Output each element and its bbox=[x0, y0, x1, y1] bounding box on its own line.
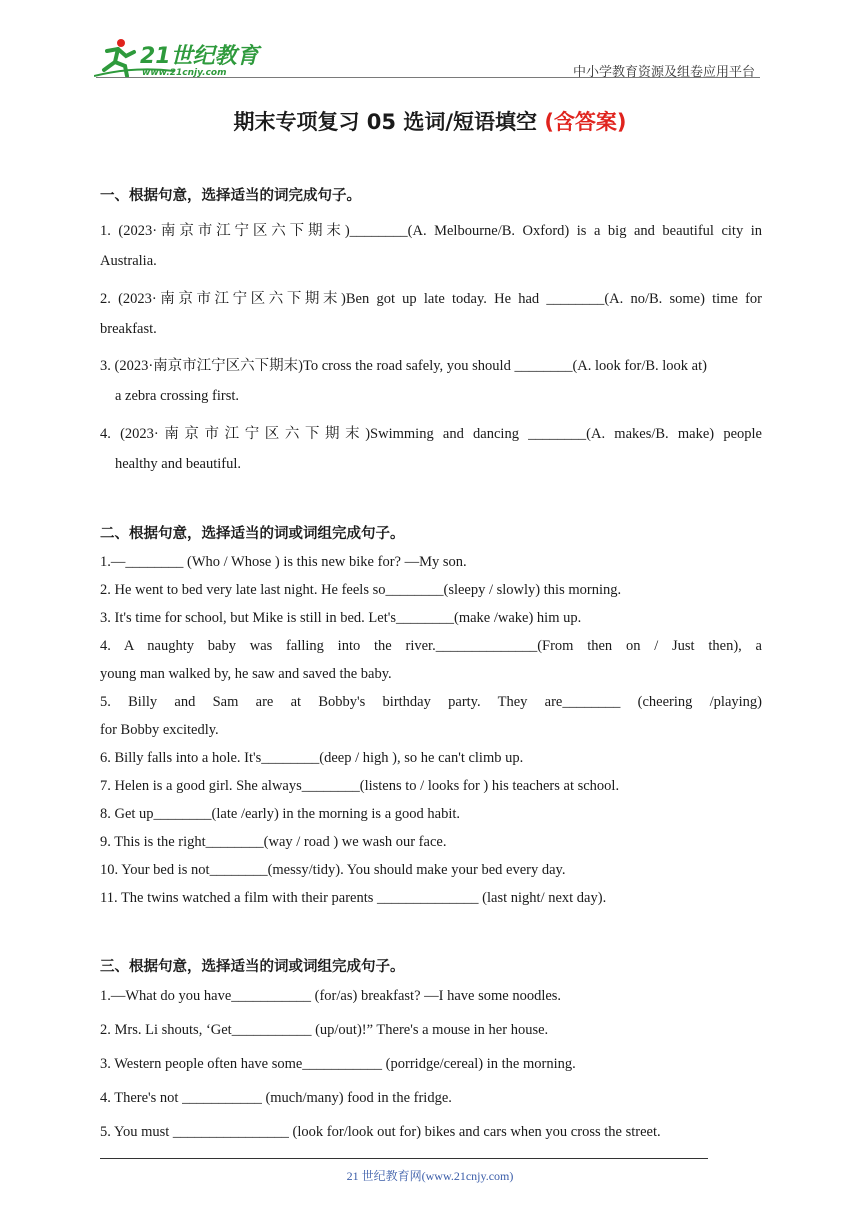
s2-line: 4. A naughty baby was falling into the river.______________(From then on / Just then), a bbox=[100, 638, 762, 654]
s1-line: a zebra crossing first. bbox=[115, 388, 240, 404]
footer-text: 21 世纪教育网(www.21cnjy.com) bbox=[346, 1169, 514, 1183]
title-main: 期末专项复习 05 选词/短语填空 bbox=[233, 110, 537, 134]
s2-line: 10. Your bed is not________(messy/tidy). You should make your bed every day. bbox=[100, 862, 566, 878]
s1-line: 3. (2023·南京市江宁区六下期末)To cross the road safely, you should ________(A. look for/B. look at) bbox=[100, 358, 707, 374]
logo-main-text: 21世纪教育 bbox=[140, 44, 259, 69]
header-divider bbox=[96, 77, 760, 78]
s2-line: 7. Helen is a good girl. She always________(listens to / looks for ) his teachers at school. bbox=[100, 778, 620, 794]
s1-line: 4. (2023·南京市江宁区六下期末)Swimming and dancing ________(A. makes/B. make) people bbox=[100, 426, 762, 442]
s2-line: 11. The twins watched a film with their parents ______________ (last night/ next day). bbox=[100, 890, 607, 906]
s3-line: 1.—What do you have___________ (for/as) breakfast? —I have some noodles. bbox=[100, 988, 562, 1004]
header-platform-text: 中小学教育资源及组卷应用平台 bbox=[572, 64, 755, 79]
s1-line: 1. (2023·南京市江宁区六下期末)________(A. Melbourne/B. Oxford) is a big and beautiful city in bbox=[100, 223, 762, 239]
title-answer-tag: (含答案) bbox=[544, 110, 627, 134]
logo-url-text: www.21cnjy.com bbox=[142, 68, 227, 78]
s2-line: for Bobby excitedly. bbox=[100, 722, 219, 738]
s3-line: 3. Western people often have some___________ (porridge/cereal) in the morning. bbox=[100, 1056, 576, 1072]
s2-line: 5. Billy and Sam are at Bobby's birthday party. They are________ (cheering /playing) bbox=[100, 694, 762, 710]
s2-line: 2. He went to bed very late last night. He feels so________(sleepy / slowly) this morning. bbox=[100, 582, 622, 598]
s2-line: 1.—________ (Who / Whose ) is this new bike for? —My son. bbox=[100, 554, 467, 570]
page-title bbox=[0, 106, 860, 136]
section3-heading: 三、根据句意，选择适当的词或词组完成句子。 bbox=[100, 959, 405, 975]
s2-line: 3. It's time for school, but Mike is still in bed. Let's________(make /wake) him up. bbox=[100, 610, 582, 626]
s3-line: 4. There's not ___________ (much/many) food in the fridge. bbox=[100, 1090, 452, 1106]
s1-line: breakfast. bbox=[100, 321, 157, 337]
s2-line: 6. Billy falls into a hole. It's________(deep / high ), so he can't climb up. bbox=[100, 750, 524, 766]
section1-heading: 一、根据句意，选择适当的词完成句子。 bbox=[100, 188, 361, 204]
section2-heading: 二、根据句意，选择适当的词或词组完成句子。 bbox=[100, 526, 405, 542]
s2-line: young man walked by, he saw and saved the baby. bbox=[100, 666, 392, 682]
s2-line: 8. Get up________(late /early) in the morning is a good habit. bbox=[100, 806, 461, 822]
site-logo bbox=[94, 36, 264, 78]
s1-line: Australia. bbox=[100, 253, 157, 269]
footer-divider bbox=[100, 1158, 708, 1159]
runner-logo-icon bbox=[94, 36, 264, 78]
s3-line: 5. You must ________________ (look for/look out for) bikes and cars when you cross the street. bbox=[100, 1124, 661, 1140]
s1-line: healthy and beautiful. bbox=[115, 456, 242, 472]
s2-line: 9. This is the right________(way / road ) we wash our face. bbox=[100, 834, 447, 850]
s3-line: 2. Mrs. Li shouts, ‘Get___________ (up/out)!” There's a mouse in her house. bbox=[100, 1022, 549, 1038]
s1-line: 2. (2023·南京市江宁区六下期末)Ben got up late today. He had ________(A. no/B. some) time for bbox=[100, 291, 762, 307]
